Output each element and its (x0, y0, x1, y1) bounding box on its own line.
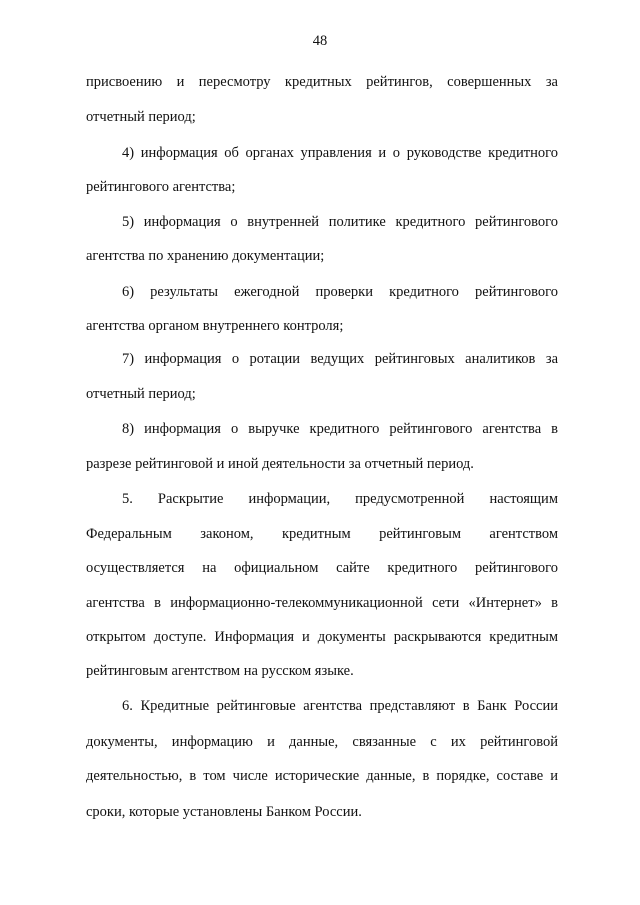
text-line: 5) информация о внутренней политике кредитного рейтингового (122, 214, 558, 230)
text-line: 4) информация об органах управления и о руководстве кредитного (122, 145, 558, 161)
text-line: деятельностью, в том числе исторические данные, в порядке, составе и (86, 768, 558, 784)
text-line: открытом доступе. Информация и документы раскрываются кредитным (86, 629, 558, 645)
text-line: 6. Кредитные рейтинговые агентства представляют в Банк России (122, 698, 558, 714)
text-line: Федеральным законом, кредитным рейтинговым агентством (86, 526, 558, 542)
text-line: 5. Раскрытие информации, предусмотренной настоящим (122, 491, 558, 507)
text-line: 6) результаты ежегодной проверки кредитного рейтингового (122, 284, 558, 300)
text-line: рейтинговым агентством на русском языке. (86, 663, 354, 679)
text-line: 7) информация о ротации ведущих рейтинговых аналитиков за (122, 351, 558, 367)
page-number: 48 (312, 33, 328, 49)
text-line: присвоению и пересмотру кредитных рейтингов, совершенных за (86, 74, 558, 90)
text-line: разрезе рейтинговой и иной деятельности за отчетный период. (86, 456, 474, 472)
text-line: агентства по хранению документации; (86, 248, 325, 264)
text-line: осуществляется на официальном сайте кредитного рейтингового (86, 560, 558, 576)
text-line: рейтингового агентства; (86, 179, 236, 195)
text-line: отчетный период; (86, 386, 196, 402)
text-line: документы, информацию и данные, связанные с их рейтинговой (86, 734, 558, 750)
text-line: сроки, которые установлены Банком России. (86, 804, 362, 820)
text-line: 8) информация о выручке кредитного рейтингового агентства в (122, 421, 558, 437)
text-line: отчетный период; (86, 109, 196, 125)
text-line: агентства органом внутреннего контроля; (86, 318, 344, 334)
text-line: агентства в информационно-телекоммуникационной сети «Интернет» в (86, 595, 558, 611)
